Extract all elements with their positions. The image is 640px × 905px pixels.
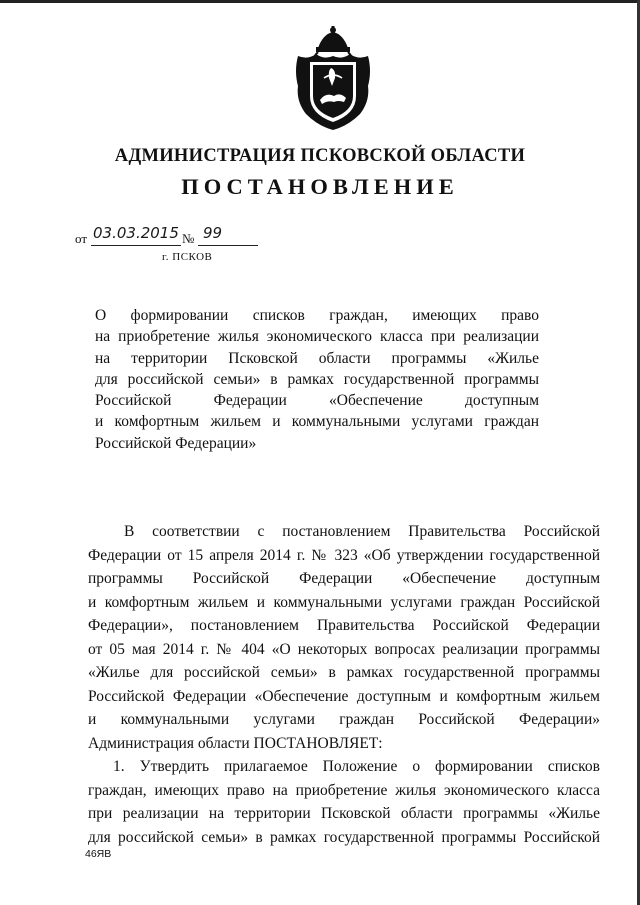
organization-name: АДМИНИСТРАЦИЯ ПСКОВСКОЙ ОБЛАСТИ [114, 146, 526, 166]
resolution-body [88, 520, 600, 849]
body-line: Федерации от 15 апреля 2014 г. № 323 «Об утверждении государственной [88, 546, 600, 564]
body-line: Российской Федерации «Обеспечение доступным и комфортным жильем [88, 687, 600, 705]
footer-code: 46ЯВ [85, 848, 112, 860]
body-line: В соответствии с постановлением Правительства Российской [124, 523, 600, 540]
document-type: ПОСТАНОВЛЕНИЕ [181, 174, 459, 199]
date-prefix: от [75, 231, 88, 246]
body-line: программы Российской Федерации «Обеспечение доступным [88, 570, 600, 587]
body-line: граждан, имеющих право на приобретение жилья экономического класса [88, 781, 600, 799]
body-line: 1. Утвердить прилагаемое Положение о формировании списков [113, 758, 600, 775]
title-line: О формировании списков граждан, имеющих право [95, 307, 539, 324]
coat-of-arms-icon [288, 26, 378, 134]
body-line: «Жилье для российской семьи» в рамках государственной программы [88, 664, 600, 681]
title-line: на территории Псковской области программы «Жилье [95, 349, 539, 367]
body-line: и комфортным жильем и коммунальными услугами граждан Российской [88, 593, 600, 611]
number-underline [198, 245, 258, 246]
title-line: для российской семьи» в рамках государственной программы [95, 370, 539, 388]
title-line: Российской Федерации» [95, 434, 257, 452]
number-prefix: № [182, 231, 195, 246]
body-line: Федерации», постановлением Правительства Российской Федерации [88, 617, 600, 634]
handwritten-date: 03.03.2015 [93, 224, 179, 242]
date-number-line [75, 225, 265, 247]
body-line: от 05 мая 2014 г. № 404 «О некоторых вопросах реализации программы [88, 640, 600, 658]
title-line: Российской Федерации «Обеспечение доступным [95, 392, 539, 410]
scan-edge-top [0, 0, 640, 3]
resolution-title [95, 305, 539, 454]
title-line: и комфортным жильем и коммунальными услугами граждан [95, 413, 539, 431]
body-line: и коммунальными услугами граждан Российской Федерации» [88, 711, 600, 728]
body-line: Администрация области ПОСТАНОВЛЯЕТ: [88, 734, 383, 752]
title-line: на приобретение жилья экономического класса при реализации [95, 328, 539, 346]
date-underline [91, 245, 181, 246]
handwritten-number: 99 [203, 224, 223, 242]
body-line: при реализации на территории Псковской области программы «Жилье [88, 805, 600, 822]
city: г. ПСКОВ [162, 251, 213, 263]
body-line: для российской семьи» в рамках государственной программы Российской [88, 828, 600, 846]
